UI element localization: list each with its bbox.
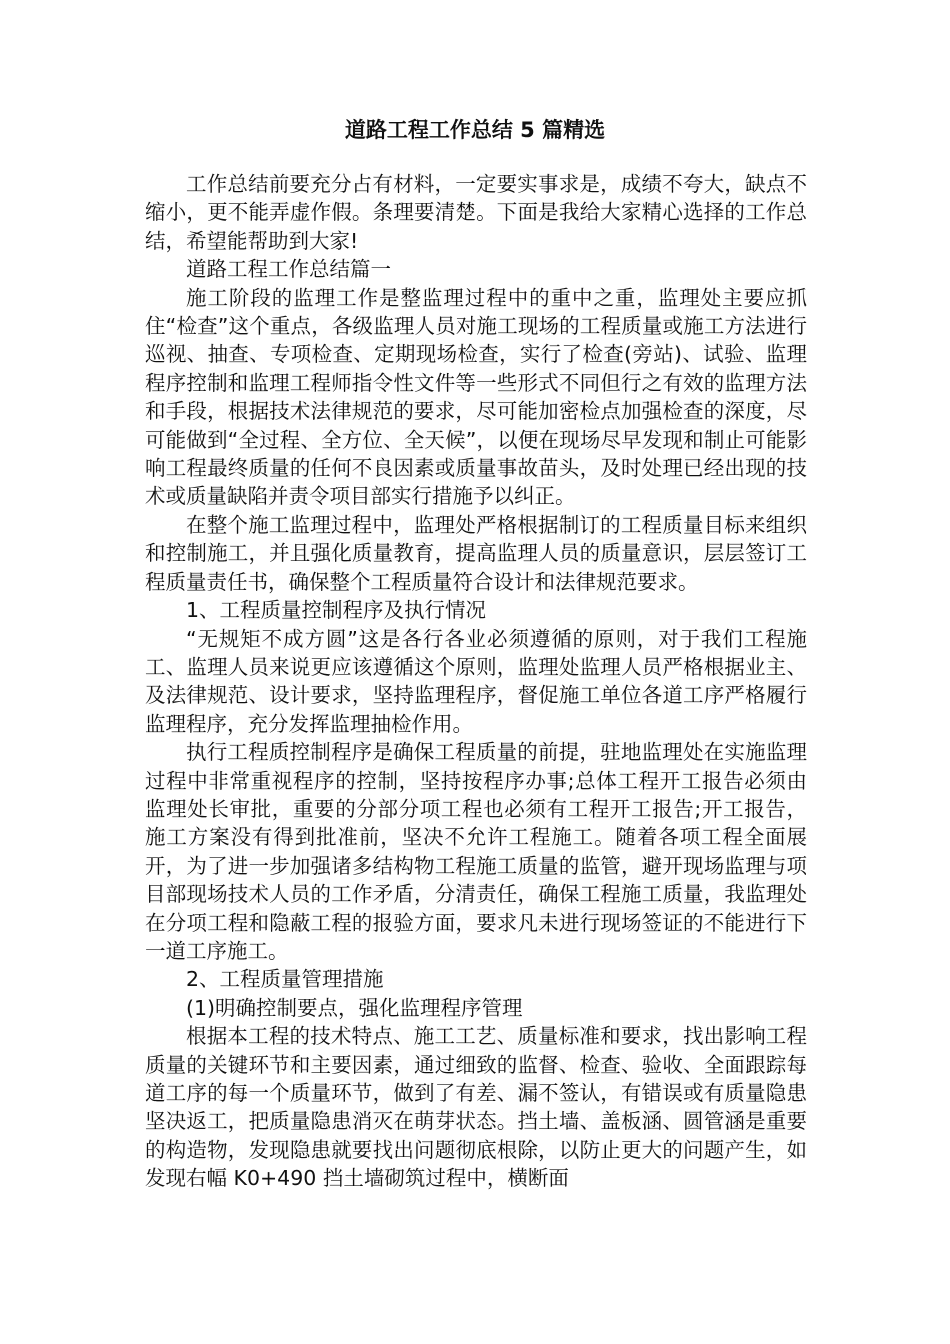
subheading-quality-control-procedure: 1、工程质量控制程序及执行情况	[186, 598, 487, 623]
document-body	[145, 170, 807, 1193]
subheading-control-points: (1)明确控制要点，强化监理程序管理	[186, 995, 523, 1020]
section-heading-part-one: 道路工程工作总结篇一	[186, 257, 391, 282]
paragraph-intro: 工作总结前要充分占有材料，一定要实事求是，成绩不夸大，缺点不缩小，更不能弄虚作假。条理要清楚。下面是我给大家精心选择的工作总结，希望能帮助到大家!	[145, 172, 807, 253]
paragraph-key-links: 根据本工程的技术特点、施工工艺、质量标准和要求，找出影响工程质量的关键环节和主要因素，通过细致的监督、检查、验收、全面跟踪每道工序的每一个质量环节，做到了有差、漏不签认，有错误或有质量隐患坚决返工，把质量隐患消灭在萌芽状态。挡土墙、盖板涵、圆管涵是重要的构造物，发现隐患就要找出问题彻底根除，以防止更大的问题产生，如发现右幅 K0+490 挡土墙砌筑过程中，横断面	[145, 1024, 807, 1191]
subheading-quality-management-measures: 2、工程质量管理措施	[186, 967, 384, 992]
paragraph-construction-supervision: 施工阶段的监理工作是整监理过程中的重中之重，监理处主要应抓住“检查”这个重点，各级监理人员对施工现场的工程质量或施工方法进行巡视、抽查、专项检查、定期现场检查，实行了检查(旁站)、试验、监理程序控制和监理工程师指令性文件等一些形式不同但行之有效的监理方法和手段，根据技术法律规范的要求，尽可能加密检点加强检查的深度，尽可能做到“全过程、全方位、全天候”，以便在现场尽早发现和制止可能影响工程最终质量的任何不良因素或质量事故苗头，及时处理已经出现的技术或质量缺陷并责令项目部实行措施予以纠正。	[145, 285, 807, 509]
paragraph-rules-principle: “无规矩不成方圆”这是各行各业必须遵循的原则，对于我们工程施工、监理人员来说更应该遵循这个原则，监理处监理人员严格根据业主、及法律规范、设计要求，坚持监理程序，督促施工单位各道工序严格履行监理程序，充分发挥监理抽检作用。	[145, 626, 807, 736]
paragraph-quality-targets: 在整个施工监理过程中，监理处严格根据制订的工程质量目标来组织和控制施工，并且强化质量教育，提高监理人员的质量意识，层层签订工程质量责任书，确保整个工程质量符合设计和法律规范要求。	[145, 512, 807, 594]
document-title: 道路工程工作总结 5 篇精选	[344, 118, 606, 142]
paragraph-procedure-execution: 执行工程质控制程序是确保工程质量的前提，驻地监理处在实施监理过程中非常重视程序的控制，坚持按程序办事;总体工程开工报告必须由监理处长审批，重要的分部分项工程也必须有工程开工报告;开工报告，施工方案没有得到批准前，坚决不允许工程施工。随着各项工程全面展开，为了进一步加强诸多结构物工程施工质量的监管，避开现场监理与项目部现场技术人员的工作矛盾，分清责任，确保工程施工质量，我监理处在分项工程和隐蔽工程的报验方面，要求凡未进行现场签证的不能进行下一道工序施工。	[145, 740, 807, 963]
